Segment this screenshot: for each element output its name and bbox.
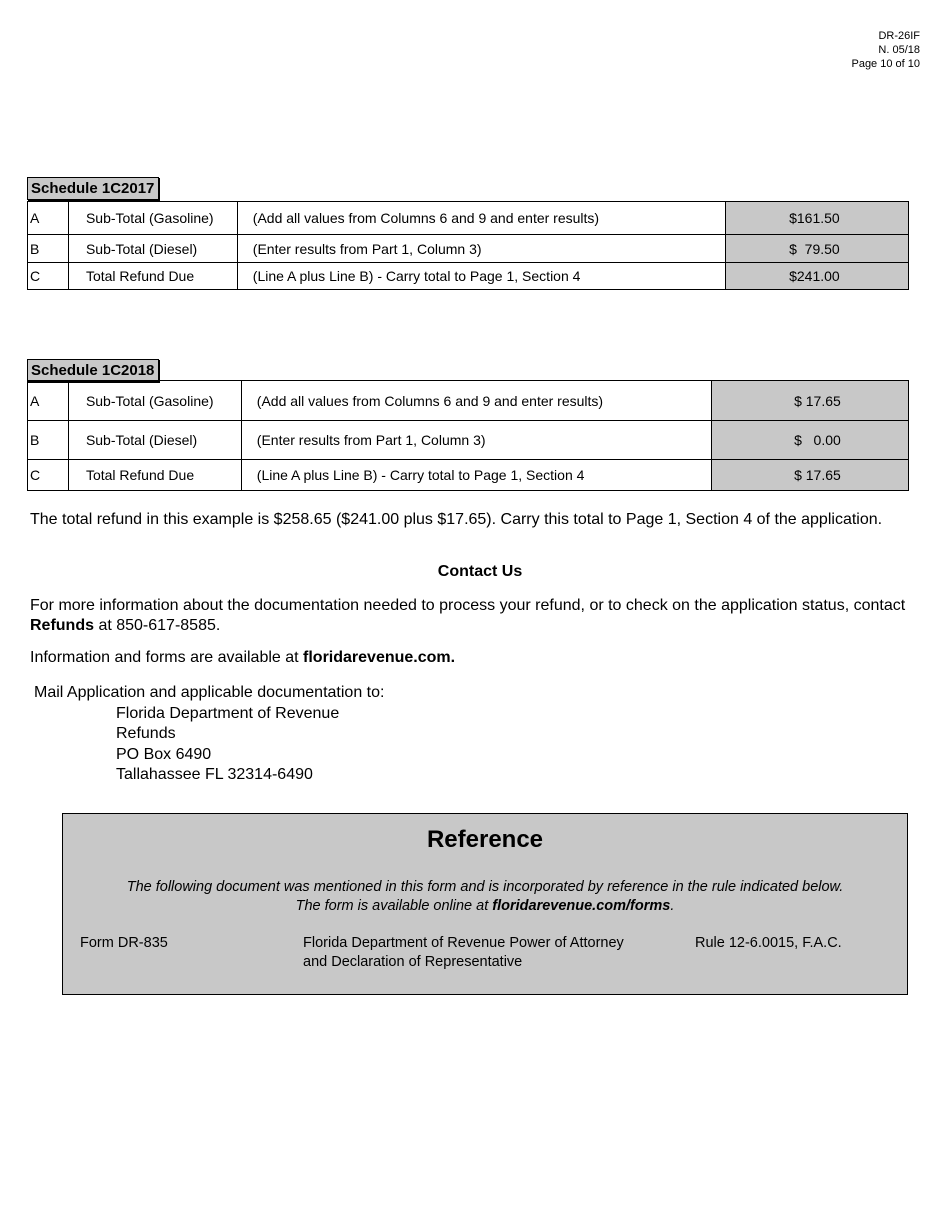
contact-heading: Contact Us	[437, 563, 523, 580]
reference-intro-line2	[63, 897, 907, 916]
amount-cell	[726, 235, 909, 263]
address-line: PO Box 6490	[116, 745, 212, 763]
line-letter: B	[28, 235, 69, 263]
line-letter: C	[28, 263, 69, 290]
info-text: Information and forms are available at	[30, 649, 304, 666]
form-revision: N. 05/18	[878, 44, 920, 56]
amount-value: $ 79.50	[789, 240, 840, 257]
table-row	[28, 263, 909, 290]
amount-cell	[726, 263, 909, 290]
amount-cell	[726, 202, 909, 235]
table-row	[28, 235, 909, 263]
form-code: DR-26IF	[878, 30, 920, 42]
schedule-2018-title: Schedule 1C2018	[27, 359, 159, 382]
reference-form-description	[303, 934, 624, 972]
schedule-2017-title: Schedule 1C2017	[27, 177, 159, 200]
contact-phone-text: at 850-617-8585.	[94, 617, 221, 634]
amount-value: $ 0.00	[794, 432, 841, 448]
line-label: Sub-Total (Gasoline)	[68, 381, 241, 421]
line-letter: A	[28, 381, 69, 421]
amount-value: $ 17.65	[794, 392, 841, 409]
reference-box	[62, 813, 908, 995]
address-line: Tallahassee FL 32314-6490	[116, 766, 313, 783]
reference-title: Reference	[426, 826, 544, 853]
reference-form-id: Form DR-835	[80, 935, 168, 951]
reference-intro-line1: The following document was mentioned in this form and is incorporated by reference in the rule indicated below.	[126, 879, 844, 895]
schedule-2018-table	[27, 380, 909, 491]
amount-value: $ 17.65	[794, 467, 841, 483]
contact-paragraph	[30, 596, 920, 636]
refunds-label: Refunds	[30, 617, 94, 634]
line-description: (Enter results from Part 1, Column 3)	[241, 421, 711, 460]
table-row	[28, 421, 909, 460]
address-line: Florida Department of Revenue	[116, 704, 340, 722]
reference-intro	[63, 878, 907, 916]
amount-cell	[712, 381, 909, 421]
summary-text: The total refund in this example is $258.65 ($241.00 plus $17.65). Carry this total to Page 1, Section 4 of the application.	[30, 511, 883, 528]
reference-intro-suffix: .	[670, 898, 675, 914]
line-description: (Enter results from Part 1, Column 3)	[237, 235, 725, 263]
page-number: Page 10 of 10	[851, 58, 920, 70]
reference-description-line2: and Declaration of Representative	[303, 954, 523, 970]
info-paragraph	[30, 648, 455, 668]
schedule-2017-table	[27, 201, 909, 290]
line-description: (Add all values from Columns 6 and 9 and enter results)	[237, 202, 725, 235]
table-row	[28, 202, 909, 235]
website-link[interactable]: floridarevenue.com.	[303, 649, 456, 666]
amount-cell	[712, 460, 909, 491]
line-letter: B	[28, 421, 69, 460]
amount-value: $161.50	[789, 210, 840, 226]
line-description: (Line A plus Line B) - Carry total to Page 1, Section 4	[237, 263, 725, 290]
amount-cell	[712, 421, 909, 460]
line-label: Sub-Total (Diesel)	[68, 235, 237, 263]
reference-rule: Rule 12-6.0015, F.A.C.	[695, 935, 842, 951]
contact-text: For more information about the documentation needed to process your refund, or to check on the application status, contact	[30, 597, 906, 614]
table-row	[28, 460, 909, 491]
address-line: Refunds	[116, 725, 176, 742]
mailing-address-block	[34, 683, 384, 786]
reference-description-line1: Florida Department of Revenue Power of Attorney	[303, 935, 624, 951]
table-row	[28, 381, 909, 421]
line-letter: A	[28, 202, 69, 235]
amount-value: $241.00	[789, 268, 840, 284]
line-label: Sub-Total (Gasoline)	[68, 202, 237, 235]
form-header	[851, 29, 920, 71]
line-label: Total Refund Due	[68, 460, 241, 491]
mail-intro: Mail Application and applicable documentation to:	[34, 684, 385, 701]
line-description: (Line A plus Line B) - Carry total to Page 1, Section 4	[241, 460, 711, 491]
line-description: (Add all values from Columns 6 and 9 and enter results)	[241, 381, 711, 421]
line-label: Total Refund Due	[68, 263, 237, 290]
line-label: Sub-Total (Diesel)	[68, 421, 241, 460]
reference-intro-prefix: The form is available online at	[295, 898, 493, 914]
forms-link[interactable]: floridarevenue.com/forms	[492, 898, 671, 914]
line-letter: C	[28, 460, 69, 491]
